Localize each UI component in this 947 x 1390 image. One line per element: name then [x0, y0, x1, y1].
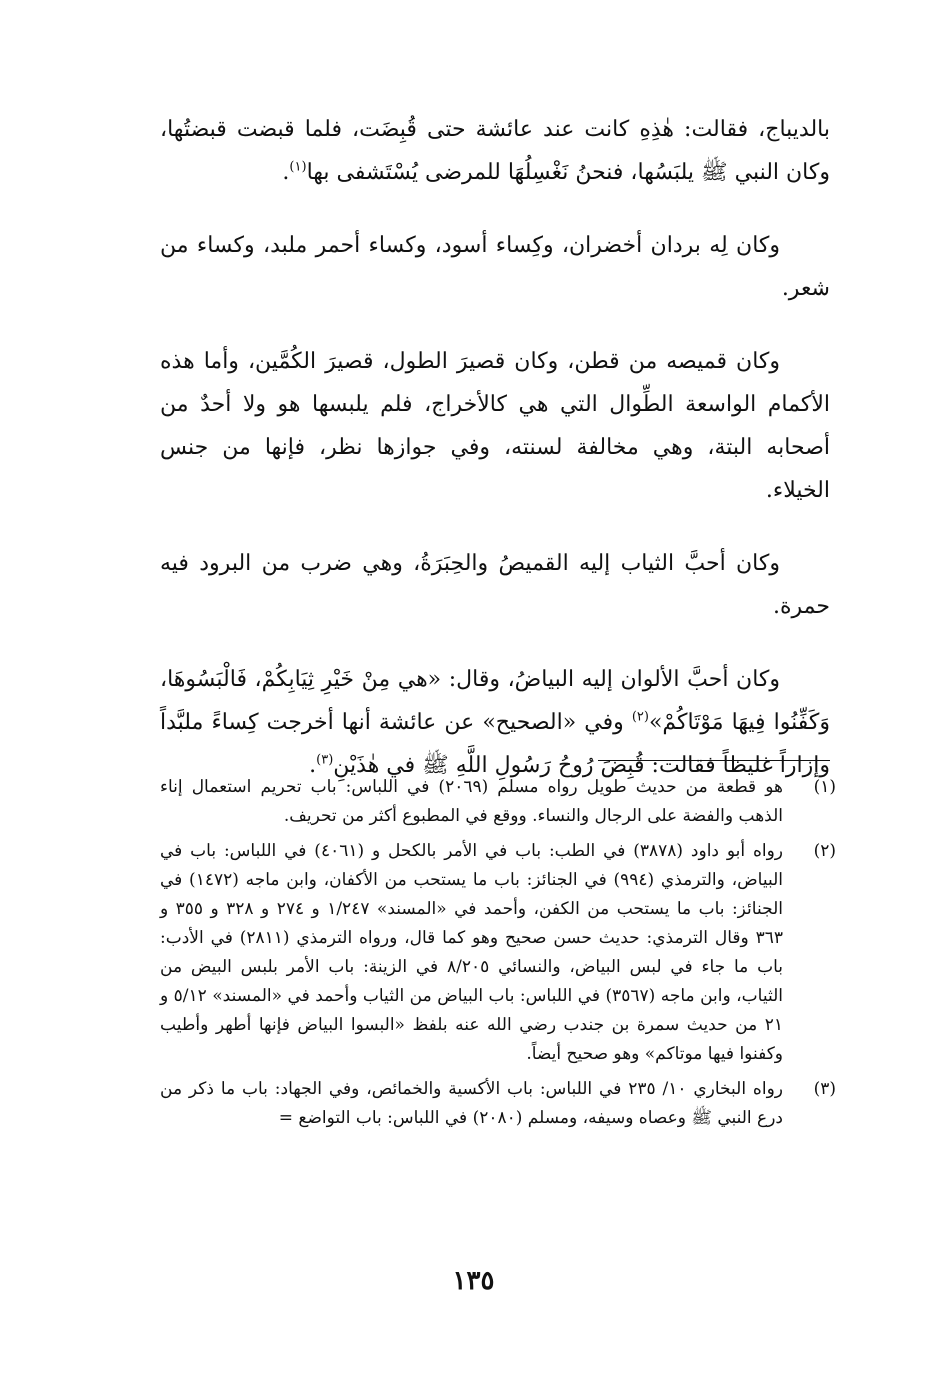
- footnote-3: [160, 1075, 836, 1133]
- footnote-text: هو قطعة من حديث طويل رواه مسلم (٢٠٦٩) في اللباس: باب تحريم استعمال إناء الذهب والفضة على الرجال والنساء. ووقع في المطبوع أكثر من تحريف.: [160, 777, 783, 826]
- footnote-separator: [598, 760, 830, 761]
- paragraph-5-part-1: وكان أحبَّ الألوان إليه البياضُ، وقال: «هي مِنْ خَيْرِ ثِيَابِكُمْ، فَالْبَسُوهَا، وَكَفِّنُوا فِيهَا مَوْتَاكُمْ»: [160, 667, 830, 735]
- paragraph-5-part-2: وفي «الصحيح» عن عائشة أنها أخرجت كِساءً ملبَّداً وإزاراً غليظاً فقالت: قُبِضَ رُوحُ رَسُولِ اللَّهِ ﷺ في هٰذَيْنِ: [160, 710, 830, 778]
- footnote-number: (١): [813, 777, 836, 797]
- footnote-number: (٣): [813, 1079, 836, 1099]
- footnote-text: رواه البخاري ١٠/ ٢٣٥ في اللباس: باب الأكسية والخمائص، وفي الجهاد: باب ما ذكر من درع النبي ﷺ وعصاه وسيفه، ومسلم (٢٠٨٠) في اللباس: باب التواضع =: [160, 1079, 783, 1128]
- paragraph-4: وكان أحبَّ الثياب إليه القميصُ والحِبَرَةُ، وهي ضرب من البرود فيه حمرة.: [160, 551, 830, 619]
- main-text: [160, 108, 830, 817]
- footnotes: [160, 773, 836, 1139]
- footnote-ref-1: (١): [289, 159, 307, 175]
- footnote-number: (٢): [813, 841, 836, 861]
- paragraph-1-end: .: [282, 160, 290, 185]
- paragraph-1: [160, 108, 830, 194]
- paragraph-5: [160, 658, 830, 787]
- footnote-ref-3: (٣): [316, 752, 334, 768]
- paragraph-2: وكان لِه بردان أخضران، وكِساء أسود، وكساء أحمر ملبد، وكساء من شعر.: [160, 233, 830, 301]
- footnote-text: رواه أبو داود (٣٨٧٨) في الطب: باب في الأمر بالكحل و (٤٠٦١) في اللباس: باب في البياض، والترمذي (٩٩٤) في الجنائز: باب ما يستحب من الأكفان، وابن ماجه (١٤٧٢) في الجنائز: باب ما يستحب من الكفن، وأحمد في «المسند» ١/٢٤٧ و ٢٧٤ و ٣٢٨ و ٣٥٥ و ٣٦٣ وقال الترمذي: حديث حسن صحيح وهو كما قال، ورواه الترمذي (٢٨١١) في الأدب: باب ما جاء في لبس البياض، والنسائي ٨/٢٠٥ في الزينة: باب الأمر بلبس البيض من الثياب، وابن ماجه (٣٥٦٧) في اللباس: باب البياض من الثياب وأحمد في «المسند» ٥/١٢ و ٢١ من حديث سمرة بن جندب رضي الله عنه بلفظ «البسوا البياض فإنها أطهر وأطيب وكفنوا فيها موتاكم» وهو صحيح أيضاً.: [160, 841, 784, 1064]
- footnote-ref-2: (٢): [631, 709, 649, 725]
- footnote-1: [160, 773, 836, 831]
- paragraph-3: وكان قميصه من قطن، وكان قصيرَ الطول، قصيرَ الكُمَّين، وأما هذه الأكمام الواسعة الطِّوال التي هي كالأخراج، فلم يلبسها هو ولا أحدٌ من أصحابه البتة، وهي مخالفة لسنته، وفي جوازها نظر، فإنها من جنس الخيلاء.: [160, 349, 830, 503]
- paragraph-1-text: بالديباج، فقالت: هٰذِهِ كانت عند عائشة حتى قُبِضَت، فلما قبضت قبضتُها، وكان النبي ﷺ يلبَسُها، فنحنُ نَغْسِلُهَا للمرضى يُسْتَشفى بها: [160, 117, 830, 185]
- page-number: ١٣٥: [452, 1266, 495, 1296]
- paragraph-5-end: .: [309, 753, 317, 778]
- footnote-2: [160, 837, 836, 1069]
